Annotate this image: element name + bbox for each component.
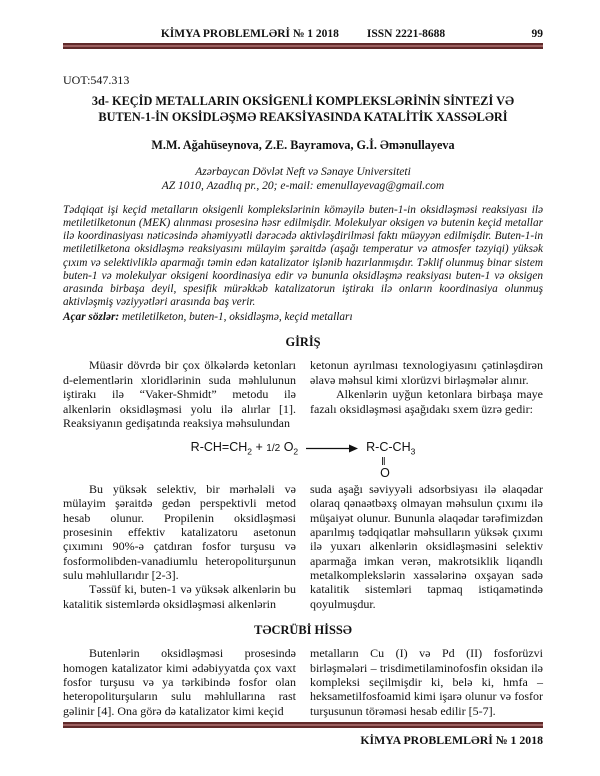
page-number: 99 bbox=[531, 28, 543, 40]
giris-columns-2 bbox=[63, 482, 543, 612]
uot-code: UOT:547.313 bbox=[63, 73, 130, 87]
header-issn: ISSN 2221-8688 bbox=[366, 28, 446, 40]
paragraph: Təssüf ki, buten-1 və yüksək alkenlərin bu katalitik sistemlərdə oksidləşməsi alkenlərin bbox=[63, 582, 296, 611]
article-title bbox=[63, 94, 543, 126]
affiliation bbox=[63, 165, 543, 194]
carbonyl-oxygen: O bbox=[380, 466, 390, 481]
keywords-list: metiletilketon, buten-1, oksidləşmə, keçid metalları bbox=[122, 311, 353, 324]
header-rule-divider bbox=[63, 43, 543, 49]
giris-columns-1 bbox=[63, 358, 543, 430]
reaction-scheme bbox=[63, 440, 543, 479]
authors-line: M.M. Ağahüseynova, Z.E. Bayramova, G.İ. Əmənullayeva bbox=[151, 137, 455, 152]
article-title-line2: BUTEN-1-İN OKSİDLƏŞMƏ REAKSİYASINDA KATALİTİK XASSƏLƏRİ bbox=[98, 109, 508, 124]
scheme-product: $R-C-CH_3$ ‖ O bbox=[366, 440, 416, 481]
affiliation-address-email: AZ 1010, Azadlıq pr., 20; e-mail: emenullayevag@gmail.com bbox=[161, 180, 445, 193]
keywords-line bbox=[63, 311, 543, 323]
affiliation-institution: Azərbaycan Dövlət Neft və Sənaye Universiteti bbox=[195, 165, 411, 178]
paragraph: ketonun ayrılması texnologiyasını çətinləşdirən əlavə məhsul kimi xlorüzvi birləşmələr alınır. bbox=[310, 358, 543, 387]
footer-rule-divider bbox=[63, 722, 543, 728]
scheme-reactants: $R-CH=CH_2 + 1/2$ $O_2$ bbox=[190, 440, 299, 457]
page-header bbox=[63, 28, 543, 40]
reaction-arrow-icon bbox=[306, 444, 358, 453]
footer-journal-title: KİMYA PROBLEMLƏRİ № 1 2018 bbox=[360, 733, 543, 748]
abstract-text: Tədqiqat işi keçid metalların oksigenli komplekslərinin köməyilə buten-1-in oksidləşməsi reaksiyası ilə metiletilketonun (MEK) alınması prosesinə həsr edilmişdir. Molekulyar oksigen və butenin keçid metallar ilə koordinasiyası nəticəsində əhəmiyyətli dərəcədə aktivləşdirilməsi faktı müəyyən edilmişdir. Buten-1-in metiletilketona oksidləşmə reaksiyasını mülayim şəraitdə (aşağı temperatur və atmosfer təzyiqi) yüksək çıxım və selektivliklə aparmağı təmin edən katalizator işlənib hazırlanmışdır. Təklif olunmuş binar sistem buten-1 və molekulyar oksigeni koordinasiya edir və bununla oksidləşmə reaksiyası buten-1 və oksigen arasında birbaşa deyil, spesifik mürəkkəb katalizatorun iştirakı ilə onların koordinasiya olunmuş aktivləşmiş vəziyyətləri arasında baş verir. bbox=[63, 203, 543, 309]
paragraph: metalların Cu (I) və Pd (II) fosforüzvi birləşmələri – trisdimetilaminofosfin oksidan ilə kompleksi seçilmişdir ki, belə ki, hmfa – heksametilfosfoamid kimi işarə olunur və fosfor turşusunun törəməsi hesab edilir [5-7]. bbox=[310, 646, 543, 718]
paragraph: Alkenlərin uyğun ketonlara birbaşa maye fazalı oksidləşməsi aşağıdakı sxem üzrə gedir: bbox=[310, 387, 543, 416]
paragraph: Butenlərin oksidləşməsi prosesində homogen katalizator kimi ədəbiyyatda çox vaxt fosfor turşusu və ya tərkibində fosfor olan heteropoliturşuların sulu məhlullarına rast gəlinir [4]. Ona görə də katalizator kimi keçid bbox=[63, 646, 296, 718]
header-journal-title: KİMYA PROBLEMLƏRİ № 1 2018 bbox=[160, 28, 339, 40]
paragraph: Müasir dövrdə bir çox ölkələrdə ketonları d-elementlərin xloridlərinin suda məhlulunun iştirakı ilə “Vaker-Shmidt” metodu ilə alkenlərin oksidləşməsi yolu ilə alırlar [1]. Reaksiyanın gedişatında reaksiya məhsulundan bbox=[63, 358, 296, 430]
section-heading-giris: GİRİŞ bbox=[285, 335, 321, 350]
article-title-line1: 3d- KEÇİD METALLARIN OKSİGENLİ KOMPLEKSLƏRİNİN SİNTEZİ VƏ bbox=[91, 94, 515, 108]
paragraph: suda aşağı səviyyəli adsorbsiyası ilə əlaqədar olaraq qənaətbəxş olmayan məhsulun çıxımı ilə müşaiyət olunur. Bununla əlaqədar tərəfimizdən aparılmış tədqiqatlar məhsulların yüksək çıxımı ilə yuxarı alkenlərin oksidləşməsini selektiv aparmağa imkan verən, makrotsiklik liqandlı metalkomplekslərin xassələrinə oxşayan sadə katalitik sistemləri tapmaq istiqamətində qoyulmuşdur. bbox=[310, 481, 543, 611]
section-heading-tecrubi: TƏCRÜBİ HİSSƏ bbox=[254, 623, 352, 638]
double-bond-symbol: ‖ bbox=[381, 455, 385, 468]
keywords-label: Açar sözlər: bbox=[63, 311, 120, 324]
paragraph: Bu yüksək selektiv, bir mərhələli və mülayim şəraitdə gedən perspektivli metod hesab olunur. Propilenin oksidləşməsi prosesinin effektiv katalizatoru asetonun çıxımını 90%-ə çatdıran fosfor turşusu və fosformolibden-vanadiumlu heteropoliturşunun sulu məhlullarıdır [2-3]. bbox=[63, 481, 296, 583]
tecrubi-columns bbox=[63, 646, 543, 718]
